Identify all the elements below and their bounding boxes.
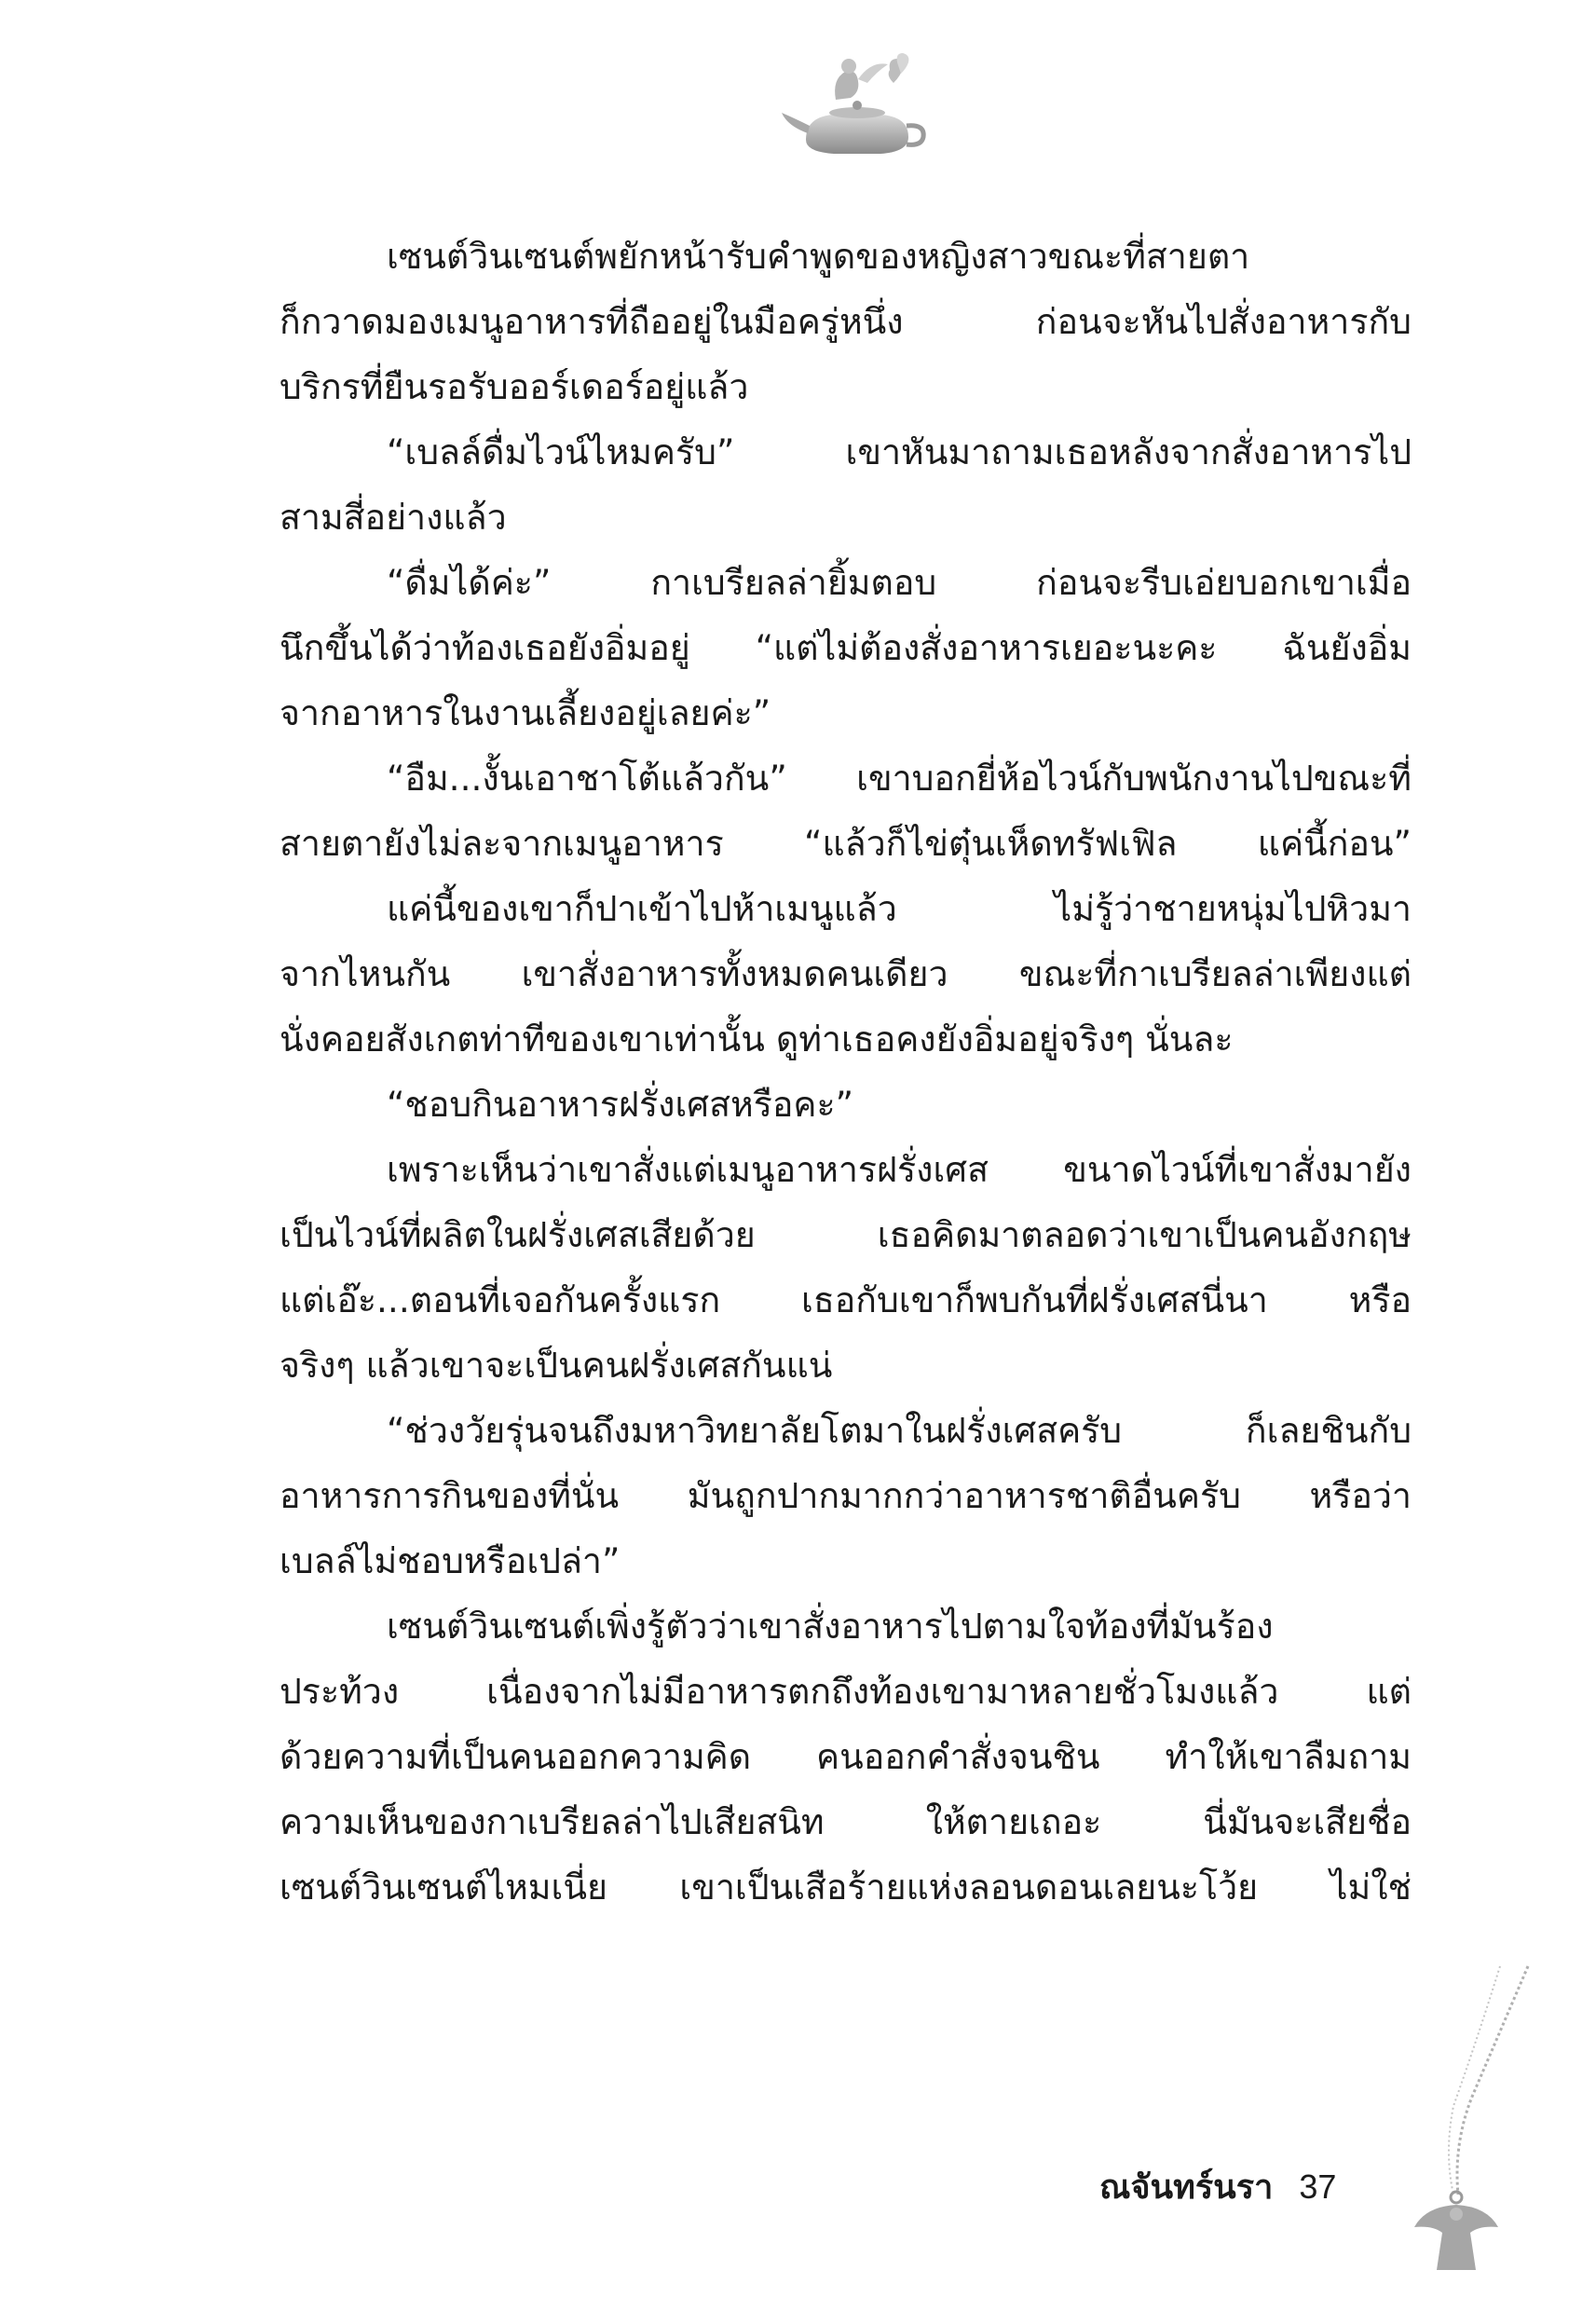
text-line: “ช่วงวัยรุ่นจนถึงมหาวิทยาลัยโตมาในฝรั่งเศสครับ ก็เลยชินกับ bbox=[387, 1410, 1412, 1451]
text-line: เซนต์วินเซนต์พยักหน้ารับคำพูดของหญิงสาวขณะที่สายตา bbox=[387, 236, 1250, 277]
text-line: สายตายังไม่ละจากเมนูอาหาร “แล้วก็ไข่ตุ๋นเห็ดทรัฟเฟิล แค่นี้ก่อน” bbox=[280, 823, 1412, 864]
teapot-cupid-ornament-icon bbox=[778, 51, 927, 163]
text-line: จริงๆ แล้วเขาจะเป็นคนฝรั่งเศสกันแน่ bbox=[280, 1345, 833, 1386]
text-line: เซนต์วินเซนต์เพิ่งรู้ตัวว่าเขาสั่งอาหารไปตามใจท้องที่มันร้อง bbox=[387, 1606, 1274, 1647]
text-line: ความเห็นของกาเบรียลล่าไปเสียสนิท ให้ตายเถอะ นี่มันจะเสียชื่อ bbox=[280, 1801, 1412, 1842]
author-name: ณจันทร์นรา bbox=[1099, 2167, 1274, 2206]
text-line: เพราะเห็นว่าเขาสั่งแต่เมนูอาหารฝรั่งเศส ขนาดไวน์ที่เขาสั่งมายัง bbox=[387, 1149, 1412, 1190]
text-line: แค่นี้ของเขาก็ปาเข้าไปห้าเมนูแล้ว ไม่รู้ว่าชายหนุ่มไปหิวมา bbox=[387, 888, 1412, 929]
text-line: สามสี่อย่างแล้ว bbox=[280, 497, 507, 538]
text-line: เซนต์วินเซนต์ไหมเนี่ย เขาเป็นเสือร้ายแห่งลอนดอนเลยนะโว้ย ไม่ใช่ bbox=[280, 1867, 1412, 1908]
text-line: จากอาหารในงานเลี้ยงอยู่เลยค่ะ” bbox=[280, 692, 771, 733]
page-footer bbox=[1099, 2160, 1336, 2207]
text-line: ก็กวาดมองเมนูอาหารที่ถืออยู่ในมือครู่หนึ่ง ก่อนจะหันไปสั่งอาหารกับ bbox=[280, 301, 1412, 342]
text-line: ประท้วง เนื่องจากไม่มีอาหารตกถึงท้องเขามาหลายชั่วโมงแล้ว แต่ bbox=[280, 1671, 1412, 1712]
text-line: บริกรที่ยืนรอรับออร์เดอร์อยู่แล้ว bbox=[280, 366, 749, 407]
text-line: “ชอบกินอาหารฝรั่งเศสหรือคะ” bbox=[387, 1084, 854, 1125]
text-line: เบลล์ไม่ชอบหรือเปล่า” bbox=[280, 1540, 621, 1581]
text-line: อาหารการกินของที่นั่น มันถูกปากมากกว่าอาหารชาติอื่นครับ หรือว่า bbox=[280, 1475, 1412, 1516]
text-line: แต่เอ๊ะ...ตอนที่เจอกันครั้งแรก เธอกับเขาก็พบกันที่ฝรั่งเศสนี่นา หรือ bbox=[280, 1279, 1412, 1320]
text-line: “ดื่มได้ค่ะ” กาเบรียลล่ายิ้มตอบ ก่อนจะรีบเอ่ยบอกเขาเมื่อ bbox=[387, 562, 1412, 603]
text-line: “อืม...งั้นเอาชาโต้แล้วกัน” เขาบอกยี่ห้อไวน์กับพนักงานไปขณะที่ bbox=[387, 758, 1412, 799]
body-text bbox=[280, 224, 1412, 1920]
angel-pendant-necklace-icon bbox=[1388, 1957, 1537, 2274]
text-line: จากไหนกัน เขาสั่งอาหารทั้งหมดคนเดียว ขณะที่กาเบรียลล่าเพียงแต่ bbox=[280, 953, 1412, 994]
page-number: 37 bbox=[1299, 2167, 1337, 2206]
text-line: ด้วยความที่เป็นคนออกความคิด คนออกคำสั่งจนชิน ทำให้เขาลืมถาม bbox=[280, 1736, 1412, 1777]
text-line: “เบลล์ดื่มไวน์ไหมครับ” เขาหันมาถามเธอหลังจากสั่งอาหารไป bbox=[387, 431, 1412, 472]
text-line: นั่งคอยสังเกตท่าทีของเขาเท่านั้น ดูท่าเธอคงยังอิ่มอยู่จริงๆ นั่นละ bbox=[280, 1019, 1234, 1060]
text-line: นึกขึ้นได้ว่าท้องเธอยังอิ่มอยู่ “แต่ไม่ต้องสั่งอาหารเยอะนะคะ ฉันยังอิ่ม bbox=[280, 627, 1412, 668]
text-line: เป็นไวน์ที่ผลิตในฝรั่งเศสเสียด้วย เธอคิดมาตลอดว่าเขาเป็นคนอังกฤษ bbox=[280, 1214, 1412, 1255]
